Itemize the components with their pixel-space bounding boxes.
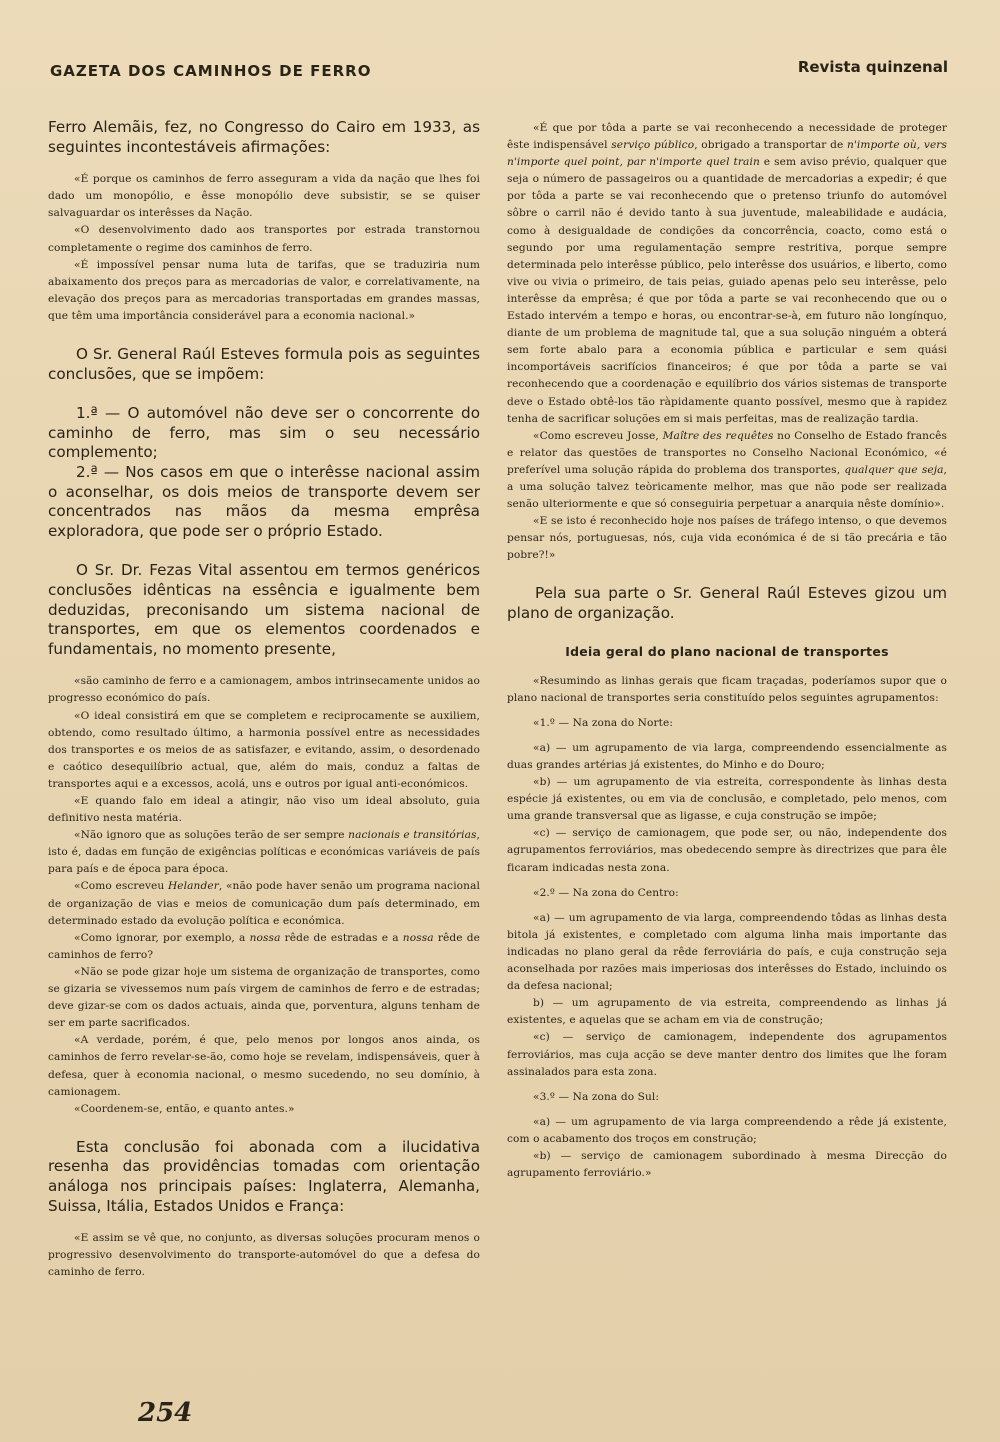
- quote: «Como escreveu Helander, «não pode haver senão um programa nacional de organização de vias e meios de comunicação dum país determinado, em determinado estado da evolução política e económica.: [48, 880, 480, 927]
- zone-heading: «3.º — Na zona do Sul:: [533, 1090, 660, 1103]
- section-heading: Ideia geral do plano nacional de transportes: [565, 643, 889, 659]
- quote: «Coordenem-se, então, e quanto antes.»: [74, 1102, 295, 1115]
- quote: «Como escreveu Josse, Maître des requêtes no Conselho de Estado francês e relator das questões de transportes no Conselho Nacional Económico, «é preferível uma solução rápida do problema dos transportes, qualquer que seja, a uma solução talvez teòricamente melhor, mas que não pode ser realizada senão ulteriormente e que só conseguiria perpetuar a anarquia nêste domínio».: [507, 429, 947, 511]
- zone-item: «c) — serviço de camionagem, que pode ser, ou não, independente dos agrupamentos ferroviários, mas obedecendo sempre às directrizes que para êle ficaram indicadas nesta zona.: [507, 827, 947, 874]
- zone-item: b) — um agrupamento de via estreita, compreendendo as linhas já existentes, e aquelas que se acham em via de construção;: [507, 997, 947, 1027]
- quote: «É impossível pensar numa luta de tarifas, que se traduziria num abaixamento dos preços para as mercadorias de valor, e correlativamente, na elevação dos preços para as mercadorias transportadas em grandes massas, que têm uma importância considerável para a economia nacional.»: [48, 258, 480, 322]
- zone-item: «a) — um agrupamento de via larga, compreendendo essencialmente as duas grandes artérias já existentes, do Minho e do Douro;: [507, 741, 947, 771]
- quote: «Como ignorar, por exemplo, a nossa rêde de estradas e a nossa rêde de caminhos de ferro?: [48, 931, 480, 961]
- quote: «É que por tôda a parte se vai reconhecendo a necessidade de proteger êste indispensável serviço público, obrigado a transportar de n'importe où, vers n'importe quel point, par n'importe quel train e sem aviso prévio, qualquer que seja o número de passageiros ou a quantidade de mercadorias a expedir; é que por tôda a parte se vai reconhecendo que o pretenso triunfo do automóvel sôbre o carril não é devido tanto à sua juventude, maleabilidade e audácia, como à desigualdade de condições da concorrência, coacto, como está o segundo por uma regulamentação sempre restritiva, porque sempre determinada pelo interêsse público, pelo interêsse dos usuários, e liberto, como vive ou vivia o primeiro, de tais peias, guiado apenas pelo seu interêsse, pelo interêsse da emprêsa; é que por tôda a parte se vai reconhecendo que ou o Estado intervém a tempo e horas, ou encontrar-se-à, em futuro não longínquo, diante de um problema de magnitude tal, que a sua solução ninguém a obterá sem forte abalo para a economia pública e particular e sem quási incomportáveis sacrifícios financeiros; é que por tôda a parte se vai reconhecendo que a coordenação e equilíbrio dos vários sistemas de transporte deve o Estado obtê-los tão ràpidamente quanto possível, mesmo que à rapidez tenha de sacrificar soluções em si mais perfeitas, mas de realização tardia.: [507, 122, 947, 425]
- quote: «são caminho de ferro e a camionagem, ambos intrinsecamente unidos ao progresso económico do país.: [48, 675, 480, 705]
- quote: «Não ignoro que as soluções terão de ser sempre nacionais e transitórias, isto é, dadas em função de exigências políticas e económicas variáveis de país para país e de época para época.: [48, 829, 480, 876]
- zone-heading: «1.º — Na zona do Norte:: [533, 716, 674, 729]
- quote: «É porque os caminhos de ferro asseguram a vida da nação que lhes foi dado um monopólio, e êsse monopólio deve subsistir, se se quiser salvaguardar os interêsses da Nação.: [48, 173, 480, 220]
- quote: «E assim se vê que, no conjunto, as diversas soluções procuram menos o progressivo desenvolvimento do transporte-automóvel do que a defesa do caminho de ferro.: [48, 1232, 480, 1279]
- paragraph: Pela sua parte o Sr. General Raúl Esteves gizou um plano de organização.: [507, 584, 947, 623]
- zone-item: «a) — um agrupamento de via larga, compreendendo tôdas as linhas desta bitola já existentes, e completado com alguma linha mais importante das indicadas no plano geral da rêde ferroviária do país, e cuja construção seja aconselhada por razões mais imperiosas dos interêsses do Estado, incluindo os da defesa nacional;: [507, 911, 947, 993]
- zone-item: «b) — um agrupamento de via estreita, correspondente às linhas desta espécie já existentes, ou em via de conclusão, e completado, pelo menos, com uma grande transversal que as ligasse, e cuja construção se impõe;: [507, 776, 947, 823]
- zone-item: «b) — serviço de camionagem subordinado à mesma Direcção do agrupamento ferroviário.»: [507, 1149, 947, 1180]
- quote: «Resumindo as linhas gerais que ficam traçadas, poderíamos supor que o plano nacional de transportes seria constituído pelos seguintes agrupamentos:: [507, 674, 947, 704]
- conclusion-1: 1.ª — O automóvel não deve ser o concorrente do caminho de ferro, mas sim o seu necessário complemento;: [48, 404, 480, 462]
- page-number: 254: [138, 1398, 193, 1428]
- quote: «O ideal consistirá em que se completem e reciprocamente se auxiliem, obtendo, como resultado último, a harmonia possível entre as necessidades dos transportes e os meios de as satisfazer, e evitando, assim, o desordenado e caótico desequilíbrio actual, que, além do mais, conduz a faltas de transportes aqui e a excessos, acolá, uns e outros por igual anti-económicos.: [48, 709, 480, 790]
- quote: «A verdade, porém, é que, pelo menos por longos anos ainda, os caminhos de ferro revelar-se-ão, como hoje se revelam, indispensáveis, quer à defesa, quer à economia nacional, o mesmo sucedendo, no seu domínio, à camionagem.: [48, 1034, 480, 1098]
- quote: «E quando falo em ideal a atingir, não viso um ideal absoluto, guia definitivo nesta matéria.: [48, 795, 480, 825]
- right-column: [507, 120, 947, 1390]
- zone-item: «a) — um agrupamento de via larga compreendendo a rêde já existente, com o acabamento dos troços em construção;: [507, 1115, 947, 1145]
- quote: «O desenvolvimento dado aos transportes por estrada transtornou completamente o regime dos caminhos de ferro.: [48, 224, 480, 254]
- quote: «Não se pode gizar hoje um sistema de organização de transportes, como se gizaria se vivessemos num país virgem de caminhos de ferro e de estradas; deve gizar-se com os dados actuais, ainda que, porventura, alguns tenham de ser em parte sacrificados.: [48, 965, 480, 1030]
- journal-subtitle: Revista quinzenal: [797, 58, 948, 76]
- conclusion-2: 2.ª — Nos casos em que o interêsse nacional assim o aconselhar, os dois meios de transporte devem ser concentrados nas mãos da mesma emprêsa exploradora, que pode ser o próprio Estado.: [48, 463, 480, 540]
- journal-title: GAZETA DOS CAMINHOS DE FERRO: [50, 62, 372, 80]
- zone-heading: «2.º — Na zona do Centro:: [533, 886, 679, 899]
- quote: «E se isto é reconhecido hoje nos países de tráfego intenso, o que devemos pensar nós, portuguesas, nós, cuja vida económica é de si tão precária e tão pobre?!»: [507, 515, 947, 562]
- left-column: [48, 118, 480, 1378]
- paragraph: Esta conclusão foi abonada com a ilucidativa resenha das providências tomadas com orientação análoga nos principais países: Inglaterra, Alemanha, Suissa, Itália, Estados Unidos e França:: [48, 1137, 480, 1215]
- paragraph: O Sr. General Raúl Esteves formula pois as seguintes conclusões, que se impõem:: [48, 345, 480, 383]
- paragraph: O Sr. Dr. Fezas Vital assentou em termos genéricos conclusões idênticas na essência e igualmente bem deduzidas, preconisando um sistema nacional de transportes, em que os elementos coordenados e fundamentais, no momento presente,: [48, 561, 480, 658]
- zone-item: «c) — serviço de camionagem, independente dos agrupamentos ferroviários, mas cuja acção se deve manter dentro dos limites que lhe foram assinalados para esta zona.: [507, 1031, 947, 1078]
- paragraph: Ferro Alemãis, fez, no Congresso do Cairo em 1933, as seguintes incontestáveis afirmações:: [48, 118, 480, 156]
